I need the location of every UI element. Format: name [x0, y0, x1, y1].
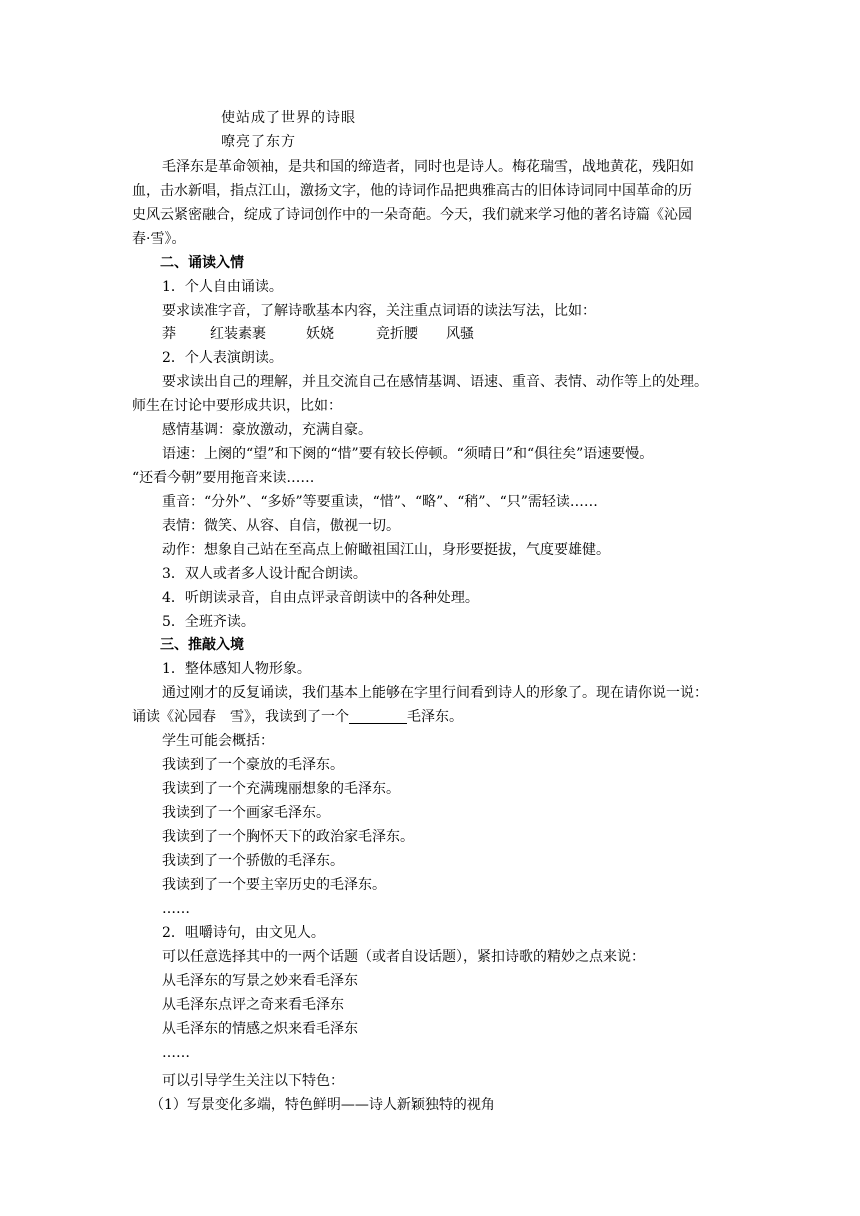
feature-item: （1）写景变化多端，特色鲜明——诗人新颖独特的视角	[150, 1097, 495, 1113]
list-item: 4．听朗读录音，自由点评录音朗读中的各种处理。	[162, 590, 479, 606]
body-text: 可以任意选择其中的一两个话题（或者自设话题），紧扣诗歌的精妙之点来说：	[162, 949, 645, 965]
key-words	[162, 322, 474, 346]
word-item: 竞折腰	[376, 326, 418, 342]
requirement-text: 要求读出自己的理解，并且交流自己在感情基调、语速、重音、表情、动作等上的处理。	[162, 374, 708, 390]
action-text: 动作：想象自己站在至高点上俯瞰祖国江山，身形要挺拔，气度要雄健。	[162, 542, 610, 558]
list-item: 2．个人表演朗读。	[162, 350, 283, 366]
list-item: 我读到了一个骄傲的毛泽东。	[162, 853, 344, 869]
blank-line	[349, 709, 407, 724]
section-heading-2: 二、诵读入情	[160, 255, 244, 271]
topic-item: 从毛泽东的写景之妙来看毛泽东	[162, 973, 358, 989]
body-text: 通过刚才的反复诵读，我们基本上能够在字里行间看到诗人的形象了。现在请你说一说：	[162, 685, 708, 701]
fill-in-sentence	[132, 705, 463, 729]
speed-text: 语速：上阕的“望”和下阕的“惜”要有较长停顿。“须晴日”和“俱往矣”语速要慢。	[162, 446, 654, 462]
list-item: 1．整体感知人物形象。	[162, 661, 311, 677]
list-item: 1．个人自由诵读。	[162, 279, 283, 295]
body-text: 可以引导学生关注以下特色：	[162, 1073, 344, 1089]
topic-item: 从毛泽东点评之奇来看毛泽东	[162, 997, 344, 1013]
word-item: 风骚	[446, 326, 474, 342]
intro-paragraph-line-3: 史风云紧密融合，绽成了诗词创作中的一朵奇葩。今天，我们就来学习他的著名诗篇《沁园	[132, 207, 692, 223]
speed-text: “还看今朝”要用拖音来读……	[132, 470, 315, 486]
word-item: 莽	[162, 326, 176, 342]
list-item: 3．双人或者多人设计配合朗读。	[162, 566, 367, 582]
list-item: 2．咀嚼诗句，由文见人。	[162, 925, 325, 941]
ellipsis: ……	[162, 1045, 190, 1061]
intro-paragraph-line-4: 春·雪》。	[132, 231, 186, 247]
requirement-text: 师生在讨论中要形成共识，比如：	[132, 398, 342, 414]
body-text: 学生可能会概括：	[162, 733, 274, 749]
sentence-start: 诵读《沁园春 雪》，我读到了一个	[132, 709, 349, 725]
topic-item: 从毛泽东的情感之炽来看毛泽东	[162, 1021, 358, 1037]
poem-line-2: 嘹亮了东方	[221, 134, 296, 150]
list-item: 我读到了一个要主宰历史的毛泽东。	[162, 877, 386, 893]
expression-text: 表情：微笑、从容、自信，傲视一切。	[162, 518, 400, 534]
list-item: 我读到了一个豪放的毛泽东。	[162, 757, 344, 773]
requirement-text: 要求读准字音，了解诗歌基本内容，关注重点词语的读法写法，比如：	[162, 303, 596, 319]
word-item: 妖娆	[306, 326, 334, 342]
intro-paragraph-line-2: 血，击水新唱，指点江山，激扬文字，他的诗词作品把典雅高古的旧体诗词同中国革命的历	[132, 183, 692, 199]
list-item: 我读到了一个胸怀天下的政治家毛泽东。	[162, 829, 414, 845]
intro-paragraph-line-1: 毛泽东是革命领袖，是共和国的缔造者，同时也是诗人。梅花瑞雪，战地黄花，残阳如	[162, 159, 694, 175]
sentence-end: 毛泽东。	[407, 709, 463, 725]
list-item: 我读到了一个画家毛泽东。	[162, 805, 330, 821]
ellipsis: ……	[162, 901, 190, 917]
word-item: 红装素裹	[210, 326, 266, 342]
poem-line-1: 使站成了世界的诗眼	[221, 110, 356, 126]
tone-text: 感情基调：豪放激动，充满自豪。	[162, 422, 372, 438]
section-heading-3: 三、推敲入境	[160, 637, 244, 653]
list-item: 我读到了一个充满瑰丽想象的毛泽东。	[162, 781, 400, 797]
list-item: 5．全班齐读。	[162, 614, 255, 630]
stress-text: 重音：“分外”、“多娇”等要重读，“惜”、“略”、“稍”、“只”需轻读……	[162, 494, 598, 510]
